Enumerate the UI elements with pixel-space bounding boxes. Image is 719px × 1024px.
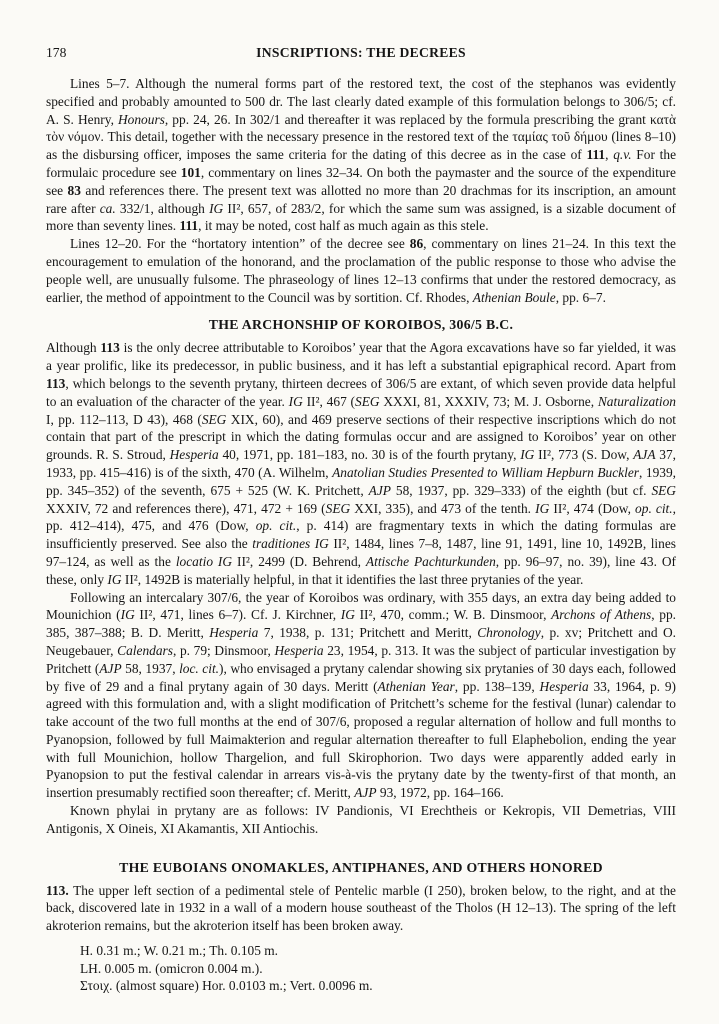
italic-text-run: Chronology — [477, 625, 541, 641]
text-run: The upper left section of a pedimental stele of Pentelic marble (I 250), broken below, to the right, and at the back, discovered late in 1932 in a wall of a modern house southeast of the Tholos (H 12–13). The spring of the left akroterion remains, but the akroterion itself has been broken away. — [46, 882, 676, 934]
italic-text-run: IG — [340, 607, 355, 623]
measurement-stoichedon: Στοιχ. (almost square) Hor. 0.0103 m.; Vert. 0.0096 m. — [80, 978, 373, 994]
text-run: II², 657, of 283/2, for which the same sum was assigned, is a sizable document of more than seventy lines. — [46, 200, 676, 234]
text-run: , 1939, pp. 345–352) of the seventh, 675 + 525 (W. K. Pritchett, — [46, 464, 676, 498]
italic-text-run: Attische Pachturkunden — [365, 553, 496, 569]
italic-text-run: Archons of Athens — [551, 607, 652, 623]
text-run: , pp. 96–97, no. 39), line 43. Of these, only — [46, 553, 676, 587]
bold-text-run: 113 — [46, 375, 66, 391]
text-run: II², 1484, lines 7–8, 1487, line 91, 1491, line 10, 1492B, lines 97–124, as well as the — [46, 536, 676, 569]
text-run: 7, 1938, p. 131; Pritchett and Meritt, — [258, 625, 478, 641]
section-heading-archonship: THE ARCHONSHIP OF KOROIBOS, 306/5 B.C. — [208, 317, 514, 333]
text-run: Lines 12–20. For the “hortatory intention” of the decree see — [70, 236, 410, 252]
italic-text-run: SEG — [355, 393, 380, 409]
archonship-paragraph-overview — [46, 339, 676, 588]
italic-text-run: Honours — [118, 111, 165, 127]
italic-text-run: traditiones IG — [252, 536, 329, 552]
text-run: II², 471, lines 6–7). Cf. J. Kirchner, — [134, 607, 341, 623]
text-run: II², 467 ( — [302, 393, 356, 409]
text-run: , pp. 138–139, — [454, 678, 540, 694]
italic-text-run: IG — [288, 393, 303, 409]
decree-113-description — [46, 882, 676, 935]
commentary-lines-12-20 — [46, 235, 676, 306]
bold-text-run: 101 — [180, 164, 201, 180]
page-number: 178 — [46, 45, 67, 60]
italic-text-run: loc. cit. — [179, 660, 220, 676]
text-run: , it may be noted, cost half as much again as this stele. — [198, 218, 489, 234]
text-run: , pp. 24, 26. In 302/1 and thereafter it was replaced by the formula prescribing the grant κατὰ τὸν νόμον. This detail, together with the necessary presence in the restored text of the ταμίας τοῦ δήμου (lines 8–10) as the disbursing officer, imposes the same criteria for the dating of this decree as in the case of — [46, 111, 676, 163]
italic-text-run: Hesperia — [209, 625, 259, 641]
measurement-dimensions: H. 0.31 m.; W. 0.21 m.; Th. 0.105 m. — [80, 943, 279, 959]
italic-text-run: IG — [535, 500, 550, 516]
italic-text-run: Naturalization — [597, 393, 676, 409]
italic-text-run: Hesperia — [274, 642, 324, 658]
text-run: 40, 1971, pp. 181–183, no. 30 is of the fourth prytany, — [218, 447, 521, 463]
measurement-letter-height: LH. 0.005 m. (omicron 0.004 m.). — [80, 960, 263, 976]
text-run: Lines 5–7. Although the numeral forms part of the restored text, the cost of the stephanos was evidently specified and probably amounted to 500 dr. The last clearly dated example of this formulation belongs to 306/5; cf. A. S. Henry, — [46, 76, 676, 127]
measurements-block — [46, 942, 676, 995]
bold-text-run: 111 — [586, 147, 606, 163]
italic-text-run: IG — [209, 200, 224, 216]
text-run: For the formulaic procedure see — [46, 147, 677, 180]
italic-text-run: q.v. — [613, 147, 632, 163]
text-column — [46, 44, 676, 995]
section-heading-euboians: THE EUBOIANS ONOMAKLES, ANTIPHANES, AND OTHERS HONORED — [119, 859, 603, 875]
italic-text-run: Calendars — [117, 642, 173, 658]
text-run: 58, 1937, — [121, 660, 180, 676]
text-run: Known phylai in prytany are as follows: IV Pandionis, VI Erechtheis or Kekropis, VII Demetrias, VIII Antigonis, X Oineis, XI Akamantis, XII Antiochis. — [46, 803, 676, 836]
archonship-paragraph-calendar — [46, 589, 676, 803]
commentary-lines-5-7 — [46, 75, 676, 235]
italic-text-run: Hesperia — [539, 678, 589, 694]
text-run: is the only decree attributable to Koroibos’ year that the Agora excavations have so far yielded, it was a year prolific, like its predecessor, in public business, and it has left a substantial epigraphical record. Apart from — [46, 340, 676, 374]
bold-text-run: 83 — [67, 182, 81, 198]
text-run: , commentary on lines 32–34. On both the paymaster and the source of the expenditure see — [46, 164, 676, 198]
italic-text-run: op. cit. — [255, 518, 297, 534]
italic-text-run: ca. — [99, 200, 116, 216]
italic-text-run: AJA — [633, 447, 656, 463]
text-run: I, pp. 112–113, D 43), 468 ( — [46, 411, 202, 427]
text-run: and references there. The present text was allotted no more than 20 drachmas for its inscription, an amount rare after — [46, 182, 676, 216]
text-run: 332/1, although — [115, 200, 210, 216]
text-run: II², 773 (S. Dow, — [534, 447, 634, 463]
text-run: , p. 414) are fragmentary texts in which the dating formulas are insufficiently preserved. See also the — [46, 518, 676, 552]
text-run: II², 474 (Dow, — [549, 500, 636, 516]
text-run: , p. xv; Pritchett and O. Neugebauer, — [46, 625, 677, 658]
text-run: 37, 1933, pp. 415–416) is of the sixth, 470 (A. Wilhelm, — [46, 447, 676, 480]
text-run: , which belongs to the seventh prytany, thirteen decrees of 306/5 are extant, of which seven provide data helpful to an evaluation of the character of the year. — [46, 375, 676, 409]
text-run: , pp. 385, 387–388; B. D. Meritt, — [46, 607, 677, 641]
italic-text-run: AJP — [368, 482, 391, 498]
running-header: INSCRIPTIONS: THE DECREES — [256, 45, 466, 60]
text-run: Although — [46, 340, 101, 356]
text-run: 93, 1972, pp. 164–166. — [376, 785, 504, 801]
text-run: 58, 1937, pp. 329–333) of the eighth (but cf. — [390, 482, 652, 498]
italic-text-run: Athenian Year — [377, 678, 455, 694]
bold-text-run: 111 — [179, 218, 199, 234]
italic-text-run: AJP — [354, 785, 377, 801]
text-run: Following an intercalary 307/6, the year of Koroibos was ordinary, with 355 days, an extra day being added to Mounichion ( — [46, 589, 676, 623]
italic-text-run: Athenian Boule — [472, 289, 556, 305]
italic-text-run: AJP — [99, 660, 122, 676]
italic-text-run: op. cit. — [635, 500, 673, 516]
text-run: , pp. 412–414), 475, and 476 (Dow, — [46, 500, 676, 534]
bold-text-run: 113 — [100, 340, 120, 356]
bold-text-run: 86 — [409, 236, 424, 252]
italic-text-run: SEG — [325, 500, 351, 516]
text-run: II², 1492B is materially helpful, in that it identifies the last three prytanies of the year. — [121, 571, 584, 587]
italic-text-run: IG — [107, 571, 122, 587]
text-run: , — [605, 147, 614, 163]
archonship-paragraph-phylai — [46, 802, 676, 838]
italic-text-run: Hesperia — [169, 447, 219, 463]
text-run: , p. 79; Dinsmoor, — [172, 642, 275, 658]
italic-text-run: SEG — [651, 482, 676, 498]
text-run: 23, 1954, p. 313. It was the subject of particular investigation by Pritchett ( — [46, 642, 676, 676]
text-run: , pp. 6–7. — [555, 289, 606, 305]
text-run: XXXI, 81, XXXIV, 73; M. J. Osborne, — [379, 393, 598, 409]
text-run: XXXIV, 72 and references there), 471, 472 + 169 ( — [46, 500, 326, 516]
page-header — [46, 44, 676, 62]
text-run: II², 2499 (D. Behrend, — [232, 553, 366, 569]
text-run: XIX, 60), and 469 preserve sections of their respective inscriptions which do not contain that part of the prescript in which the dating formulas occur and are assigned to Koroibos’ year on other grounds. R. S. Stroud, — [46, 411, 676, 463]
text-run: 33, 1964, p. 9) agreed with this formulation and, with a slight modification of Pritchett’s scheme for the festival (lunar) calendar to take account of the two full months at the end of 307/6, proposed a regular alternation of hollow and full months to Pyanopsion, followed by full Maimakterion and regular alternation thereafter to full Elaphebolion, ending the year with full Mounichion, hollow Thargelion, and full Skirophorion. Two days were apparently added early in Pyanopsion to put the festival calendar in arrears vis-à-vis the prytany date by the twenty-first of that month, an insertion presumably rectified soon thereafter; cf. Meritt, — [46, 678, 676, 801]
text-run: ), who envisaged a prytany calendar showing six prytanies of 30 days each, followed by five of 29 and a final prytany again of 30 days. Meritt ( — [46, 660, 676, 694]
italic-text-run: SEG — [201, 411, 227, 427]
text-run: XXI, 335), and 473 of the tenth. — [350, 500, 536, 516]
italic-text-run: IG — [120, 607, 135, 623]
text-run: , commentary on lines 21–24. In this text the encouragement to emulation of the honorand, and the proclamation of the public response to those who advise the people well, are unusually fulsome. The phraseology of lines 12–13 confirms that under the restored democracy, as earlier, the method of appointment to the Council was by sortition. Cf. Rhodes, — [46, 236, 676, 305]
italic-text-run: Anatolian Studies Presented to William Hepburn Buckler — [332, 464, 640, 480]
italic-text-run: IG — [520, 447, 535, 463]
bold-text-run: 113. — [46, 882, 69, 898]
italic-text-run: locatio IG — [175, 553, 233, 569]
text-run: II², 470, comm.; W. B. Dinsmoor, — [354, 607, 552, 623]
